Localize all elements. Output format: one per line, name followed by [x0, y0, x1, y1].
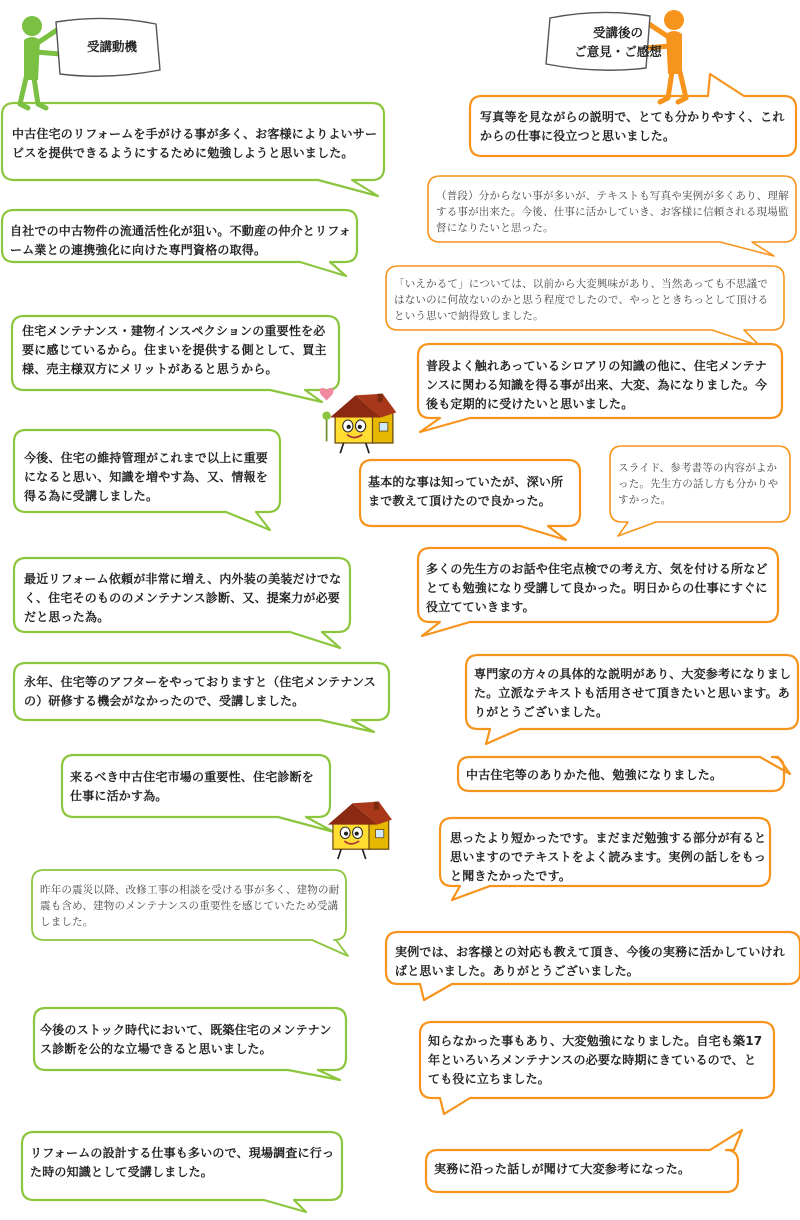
- feedback-text-9: 中古住宅等のありかた他、勉強になりました。: [466, 768, 723, 782]
- motive-text-10: リフォームの設計する仕事も多いので、現場調査に行った時の知識として受講しました。: [30, 1146, 335, 1179]
- left-mascot-icon: [20, 16, 160, 108]
- motive-text-6: 永年、住宅等のアフターをやっておりますと（住宅メンテナンスの）研修する機会がなかったので、受講しました。: [24, 675, 377, 708]
- house-mascot-icon: [320, 388, 397, 453]
- feedback-title-line2: ご意見・ご感想: [574, 44, 662, 59]
- feedback-text-1: 写真等を見ながらの説明で、とても分かりやすく、これからの仕事に役立つと思いました。: [480, 110, 785, 143]
- feedback-text-10: 思ったより短かったです。まだまだ勉強する部分が有ると思いますのでテキストをよく読みます。実例の話しをもっと聞きたかったです。: [450, 831, 767, 883]
- motive-text-4: 今後、住宅の維持管理がこれまで以上に重要になると思い、知識を増やす為、又、情報を得る為に受講しました。: [24, 451, 269, 503]
- feedback-text-13: 実務に沿った話しが聞けて大変参考になった。: [434, 1162, 691, 1176]
- feedback-text-7: 多くの先生方のお話や住宅点検での考え方、気を付ける所などとても勉強になり受講して良かった。明日からの仕事にすぐに役立てていきます。: [426, 562, 768, 614]
- motive-text-7: 来るべき中古住宅市場の重要性、住宅診断を仕事に活かす為。: [70, 770, 315, 803]
- feedback-title-line1: 受講後の: [592, 25, 643, 40]
- feedback-text-5: 基本的な事は知っていたが、深い所まで教えて頂けたので良かった。: [368, 475, 564, 508]
- house-mascot-small-icon: [328, 802, 392, 859]
- motive-text-1: 中古住宅のリフォームを手がける事が多く、お客様によりよいサービスを提供できるようにするために勉強しようと思いました。: [12, 127, 378, 160]
- motive-text-3: 住宅メンテナンス・建物インスペクションの重要性を必要に感じているから。住まいを提供する側として、買主様、売主様双方にメリットがあると思うから。: [22, 324, 327, 376]
- feedback-text-12: 知らなかった事もあり、大変勉強になりました。自宅も築17年といろいろメンテナンスの必要な時期にきているので、とても役に立ちました。: [428, 1034, 763, 1086]
- feedback-text-6: スライド、参考書等の内容がよかった。先生方の話し方も分かりやすかった。: [618, 462, 779, 506]
- feedback-text-8: 専門家の方々の具体的な説明があり、大変参考になりました。立派なテキストも活用させて頂きたいと思います。ありがとうございました。: [474, 667, 792, 719]
- motive-text-9: 今後のストック時代において、既築住宅のメンテナンス診断を公的な立場できると思いました。: [40, 1023, 332, 1056]
- feedback-text-3: 「いえかるて」については、以前から大変興味があり、当然あっても不思議ではないのに何故ないのかと思う程度でしたので、やっとときちっとして頂けるという思いで納得致しました。: [394, 278, 769, 322]
- motive-text-5: 最近リフォーム依頼が非常に増え、内外装の美装だけでなく、住宅そのもののメンテナンス診断、又、提案力が必要だと思った為。: [24, 572, 342, 624]
- feedback-text-4: 普段よく触れあっているシロアリの知識の他に、住宅メンテナンスに関わる知識を得る事が出来、大変、為になりました。今後も定期的に受けたいと思いました。: [426, 359, 768, 411]
- motives-title: 受講動機: [86, 39, 137, 54]
- feedback-text-2: （普段）分からない事が多いが、テキストも写真や実例が多くあり、理解する事が出来た。今後、仕事に活かしていき、お客様に信頼される現場監督になりたいと思った。: [436, 190, 789, 234]
- motive-text-8: 昨年の震災以降、改修工事の相談を受ける事が多く、建物の耐震も含め、建物のメンテナンスの重要性を感じていたため受講しました。: [40, 884, 340, 928]
- feedback-text-11: 実例では、お客様との対応も教えて頂き、今後の実務に活かしていければと思いました。ありがとうございました。: [395, 945, 785, 978]
- motive-text-2: 自社での中古物件の流通活性化が狙い。不動産の仲介とリフォーム業との連携強化に向けた専門資格の取得。: [10, 224, 352, 257]
